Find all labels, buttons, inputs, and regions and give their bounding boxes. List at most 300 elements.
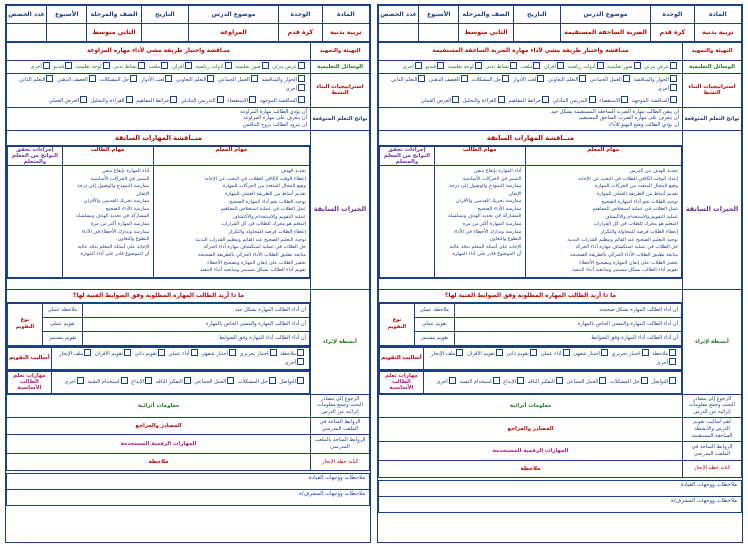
checkbox-assessment-7[interactable] <box>297 358 304 365</box>
row-label-enrichment-info: معلومات أثرائية <box>7 394 311 418</box>
checkbox-strategy-9[interactable] <box>249 96 256 103</box>
student-task-7-2: ممارسة وتدارك الأخطاء في الأداء <box>453 228 522 235</box>
digital-skills-text-2: الروابط المتاحة في الملعب المدرسي <box>683 441 742 460</box>
checkbox-coreskill-3[interactable] <box>184 377 191 384</box>
row-label-core-skills-2: مهارات تعلم الطالب الأساسية <box>380 372 424 394</box>
coreskill-label-4: الإبداع <box>131 379 145 386</box>
header-val-subject-2: تربية بدنية <box>694 24 741 42</box>
checkbox-aid-7-2[interactable] <box>437 62 444 69</box>
checkbox-coreskill-4[interactable] <box>145 377 152 384</box>
checkbox-strategy-8-2[interactable] <box>670 96 677 103</box>
assessment-label-7: أخرى <box>284 360 296 367</box>
checkbox-coreskill-1-2[interactable] <box>641 377 648 384</box>
footer-note-supervisor: ملاحظات ووجهات المشرف/ة <box>298 491 365 498</box>
aid-label-0: عرض مرئي <box>272 64 297 70</box>
strategy-label-6-2: التعلم الذاتي <box>390 76 418 83</box>
checkbox-assessment-7-2[interactable] <box>669 358 676 365</box>
checkbox-strategy-7[interactable] <box>298 84 305 91</box>
header-col-sessions-2: عدد الحصص <box>379 6 419 24</box>
teacher-task-6: عملية التقويم والاستخدام والاكتشاف <box>232 213 306 220</box>
checkbox-assessment-4[interactable] <box>158 349 165 356</box>
aid-label-0-2: عرض مرئي <box>644 64 669 70</box>
sheet1-footer-box <box>6 473 370 506</box>
checkbox-strategy-7-2[interactable] <box>670 84 677 91</box>
assessment-label-6-2: ملف الإنجاز <box>431 350 456 357</box>
row-label-outcomes: نواتج التعلم المتوقعة <box>311 107 370 131</box>
teacher-task-8-2: إعطاء الطلاب فرصة للمحاولة والتكرار <box>600 229 678 236</box>
skills-col-teacher-2: مهام المعلم <box>525 147 681 166</box>
header-col-subject: المادة <box>322 6 369 24</box>
teaching-aids-options-2[interactable] <box>379 61 683 74</box>
checkbox-assessment-6[interactable] <box>84 349 91 356</box>
checkbox-assessment-0-2[interactable] <box>669 349 676 356</box>
assessment-label-6: ملف الإنجاز <box>59 350 84 357</box>
checkbox-assessment-0[interactable] <box>297 349 304 356</box>
checkbox-assessment-5[interactable] <box>124 349 131 356</box>
checkbox-strategy-3-2[interactable] <box>537 75 544 82</box>
assessment-methods-container <box>7 346 311 370</box>
aid-label-5: نشاط بدني <box>113 64 137 70</box>
row-label-warmup-2: التهيئة والتمهيد <box>683 43 742 61</box>
teacher-task-8: إعطاء الطلاب فرصة للمحاولة والتكرار <box>228 229 306 236</box>
checkbox-coreskill-5[interactable] <box>121 377 128 384</box>
eval-row-2-type-2: تقويم مستمر <box>414 331 454 345</box>
row-label-sources-2: المصادر والمراجع <box>379 418 683 442</box>
strategy-label-2-2: التعلم التعاوني <box>548 76 579 83</box>
row-label-enrichment-2: أنشطة لإثراء <box>683 289 742 394</box>
strategy-label-12: القراءة والتحليل <box>90 97 125 104</box>
row-label-enrichment: أنشطة لإثراء <box>311 289 370 394</box>
strategy-label-7: أخرى <box>285 86 297 93</box>
teacher-task-9: توجيه التعليم الصحيح عند القائم وتنظيم القدرات البدنية <box>195 236 306 243</box>
aid-label-8-2: أخرى <box>402 64 414 70</box>
assessment-label-7-2: أخرى <box>656 360 668 367</box>
sheet2-footer-box <box>378 480 742 513</box>
student-task-4: ممارسة الأداء الصحيح <box>105 205 150 212</box>
skills-container-2 <box>379 146 683 279</box>
strategy-label-13: العرض العملي <box>48 97 80 104</box>
teacher-task-13-2: تقويم أداء الطالب بشكل مستمر ومتابعته أثناء التنفيذ <box>572 267 678 274</box>
checkbox-coreskill-2[interactable] <box>227 377 234 384</box>
coreskill-label-1: حل المشكلات <box>237 379 268 386</box>
spacer-row-2 <box>379 278 683 289</box>
teacher-task-5-2: عمل الطلاب في عملية استخلاص المفاهيم <box>592 206 678 213</box>
student-task-2: ممارسة النموذج والوصول إلى درجة الإتقان <box>77 183 150 197</box>
teacher-task-7-2: المعلم هو محرك للطلاب في كل القرارات <box>593 221 678 228</box>
prior-skills-heading-2: منــاقشة المهارات السابقة <box>379 131 683 146</box>
header-val-grade-2: الثاني متوسط <box>459 24 513 42</box>
strategy-label-1: العمل الجماعي <box>217 76 250 83</box>
checkbox-aid-1-2[interactable] <box>634 62 641 69</box>
coreskill-label-0: التواصل <box>279 379 296 386</box>
outcome-item-0-2: أن يتقن الطالب مهارة الضربة الساحقة المستقيمة بشكل جيد <box>550 108 679 115</box>
row-label-assessment-methods-2: أساليب التقويم <box>380 347 424 369</box>
checkbox-strategy-0[interactable] <box>298 75 305 82</box>
enrichment-question-2: ما ذا أريد الطالب المهارة المطلوبة وفق الضوابط الفنية لها؟ <box>379 289 683 302</box>
student-task-0-2: أداء المهارة بإيقاع متقن <box>473 168 522 175</box>
coreskill-label-5-2: استخدام التقنية <box>459 379 492 386</box>
teacher-task-7: المعلم هو محرك للطلاب في كل القرارات <box>221 221 306 228</box>
header-val-date <box>141 24 188 42</box>
checkbox-aid-2[interactable] <box>225 62 232 69</box>
teacher-task-9-2: توجيه التعليم الصحيح عند القائم وتنظيم القدرات البدنية <box>567 236 678 243</box>
strategy-label-8-2: المناقشة الموجهة <box>631 97 669 104</box>
checkbox-strategy-5-2[interactable] <box>461 75 468 82</box>
strategies-options[interactable] <box>7 73 311 107</box>
sources-text-2: أهم أساليب تقويم الدرس والأنشطة الساحقة المستقيمة <box>683 418 742 442</box>
header-val-week-2 <box>419 24 459 42</box>
student-task-9-2: الإجابة على أسئلة المعلم بدقة عالية <box>449 243 522 250</box>
sources-text: الروابط المتاحة في الملعب المدرسي <box>311 418 370 435</box>
checkbox-aid-8-2[interactable] <box>415 62 422 69</box>
row-label-sources: المصادر والمراجع <box>7 418 311 435</box>
coreskill-label-2: العمل الجماعي <box>194 379 227 386</box>
strategy-label-11: خرائط المفاهيم <box>136 97 170 104</box>
teacher-task-12: تحفيز الطلاب على إتقان المهارة وتصحيح الأخطاء <box>207 259 306 266</box>
checkbox-aid-0[interactable] <box>298 62 305 69</box>
checkbox-aid-3[interactable] <box>185 62 192 69</box>
strategy-label-9: الاستقصاء <box>227 97 249 104</box>
aid-label-4-2: ملعب <box>520 64 533 70</box>
teaching-aids-options[interactable] <box>7 61 311 74</box>
checkbox-strategy-2-2[interactable] <box>579 75 586 82</box>
assessment-label-2: اختبار شفهي <box>201 350 228 357</box>
header-col-lesson-topic: موضوع الدرس <box>189 6 279 24</box>
evaluation-table-container-2 <box>379 302 683 346</box>
assessment-label-3: أداء عملي <box>168 350 190 357</box>
outcome-item-1-2: أن يتعرف على مهارة الضرب الساحق المستقيم <box>578 115 679 122</box>
header-val-subject: تربية بدنية <box>322 24 369 42</box>
header-col-date: التاريخ <box>141 6 188 24</box>
prior-skills-heading: منــاقشة المهارات السابقة <box>7 131 311 146</box>
teacher-task-10: حل الطلاب في عملية استكشاف مهارة أداء الحركة <box>203 244 306 251</box>
row-label-prior-experience-2: الخبرات السابقة <box>683 131 742 290</box>
aid-label-6: لوحة تعليمية <box>75 64 102 70</box>
evaluation-table-container <box>7 302 311 346</box>
header-col-sessions: عدد الحصص <box>7 6 47 24</box>
checkbox-assessment-1[interactable] <box>270 349 277 356</box>
outcomes-list <box>7 107 311 131</box>
coreskill-label-0-2: التواصل <box>651 379 668 386</box>
core-skills-options[interactable] <box>51 372 309 394</box>
checkbox-assessment-5-2[interactable] <box>496 349 503 356</box>
strategy-label-9-2: الاستقصاء <box>599 97 621 104</box>
strategy-label-3-2: لعب الأدوار <box>512 76 537 83</box>
checkbox-assessment-3-2[interactable] <box>563 349 570 356</box>
warmup-text-2: منـاقشة واختبار طريقة مشي لأداء مهارة الضربة الساحقة المستقيمة <box>379 43 683 61</box>
sheet2-body-table <box>378 42 742 478</box>
teacher-task-2-2: وضع المجال المتعدد من الحركات للمهارة <box>594 183 678 190</box>
student-task-5-2: المشاركة في تحديد الهدف وتسلسله <box>447 213 522 220</box>
footer-note-leadership-2: ملاحظات ووجهات القيادة <box>379 481 741 497</box>
assessment-methods-options[interactable] <box>51 347 309 369</box>
strategy-label-0: الحوار والمناقشة <box>261 76 297 83</box>
checkbox-strategy-13[interactable] <box>80 96 87 103</box>
checkbox-assessment-2-2[interactable] <box>601 349 608 356</box>
student-task-4-2: ممارسة الأداء الصحيح <box>477 205 522 212</box>
skills-table-2 <box>379 146 682 278</box>
student-task-9: الإجابة على أسئلة المعلم بدقة عالية <box>77 243 150 250</box>
teacher-task-5: عمل الطلاب في عملية استخلاص المفاهيم <box>220 206 306 213</box>
header-val-lesson-topic-2: الضربة الساحقة المستقيمة <box>561 24 651 42</box>
checkbox-assessment-4-2[interactable] <box>530 349 537 356</box>
teacher-task-1: إعطاء الوقت الكافي للطلاب في البحث عن الإجابة <box>204 175 306 182</box>
teacher-task-0: تحديد الهدف <box>280 168 306 175</box>
footer-note-supervisor-2: ملاحظات ووجهات المشرف/ة <box>670 497 737 504</box>
teacher-tasks-list-2 <box>525 166 681 278</box>
header-col-week: الأسبوع <box>47 6 87 24</box>
header-col-subject-2: المادة <box>694 6 741 24</box>
assessment-label-4: تقويم ذاتي <box>134 350 157 357</box>
header-col-lesson-topic-2: موضوع الدرس <box>561 6 651 24</box>
checkbox-strategy-1[interactable] <box>251 75 258 82</box>
eval-type-label: نوع التقويم <box>8 303 43 345</box>
row-label-enrichment-info-2: معلومات أثرائية <box>379 394 683 418</box>
coreskill-label-3: التفكير الناقد <box>155 379 183 386</box>
coreskill-label-1-2: حل المشكلات <box>609 379 640 386</box>
header-val-week <box>47 24 87 42</box>
teacher-task-4-2: توجيه الطلاب نحو أداء المهارة الصحيح <box>601 198 678 205</box>
header-col-unit: الوحدة <box>279 6 323 24</box>
coreskill-label-4-2: الإبداع <box>503 379 517 386</box>
enrichment-question: ما ذا أريد الطالب المهارة المطلوبة وفق الضوابط الفنية لها؟ <box>7 289 311 302</box>
verify-cell-2 <box>380 166 435 278</box>
assessment-label-5-2: تقويم الأقران <box>467 350 495 357</box>
checkbox-coreskill-0[interactable] <box>297 377 304 384</box>
checkbox-aid-5[interactable] <box>138 62 145 69</box>
footer-note-leadership: ملاحظات ووجهات القيادة <box>7 474 369 490</box>
student-task-10-2: أن الموضوع قادر على أداء المهارة <box>452 251 522 258</box>
header-col-grade-2: الصف والمرحلة <box>459 6 513 24</box>
warmup-text: منـاقشة واختبار طريقة مشي لأداء مهارة المراوغة <box>7 43 311 61</box>
eval-row-1-type-2: تقويم عملي <box>414 317 454 331</box>
row-label-assessment-methods: أساليب التقويم <box>8 347 52 369</box>
checkbox-strategy-11[interactable] <box>170 96 177 103</box>
student-task-10: أن الموضوع قادر على أداء المهارة <box>80 251 150 258</box>
checkbox-aid-6[interactable] <box>103 62 110 69</box>
aid-label-4: ملعب <box>148 64 161 70</box>
aid-label-7-2: فيديو <box>425 64 437 70</box>
strategy-label-12-2: القراءة والتحليل <box>462 97 497 104</box>
teacher-task-6-2: عملية التقويم والاستخدام والاكتشاف <box>604 213 678 220</box>
row-label-strategies: استراتيجيات البناء النشط <box>311 73 370 107</box>
digital-skills-text: الروابط المتاحة بالملعب المدرسي <box>311 435 370 454</box>
teacher-task-3: تقديم أنماط من الطريقة العملي للمهارة <box>224 191 306 198</box>
student-task-0: أداء المهارة بإيقاع متقن <box>101 168 150 175</box>
header-val-date-2 <box>513 24 560 42</box>
eval-row-0-type-2: ملاحظة عملي <box>414 303 454 317</box>
checkbox-strategy-12[interactable] <box>126 96 133 103</box>
assessment-label-2-2: اختبار شفهي <box>573 350 600 357</box>
checkbox-coreskill-1[interactable] <box>269 377 276 384</box>
row-label-digital-skills-2: المهارات الرقمية المستخدمة <box>379 441 683 460</box>
row-label-teaching-aids-2: الوسائل التعليمية <box>683 61 742 74</box>
strategy-label-7-2: أخرى <box>657 86 669 93</box>
checkbox-assessment-3[interactable] <box>191 349 198 356</box>
aid-label-3-2: أقران <box>544 64 556 70</box>
lesson-plan-sheet-1 <box>5 4 371 543</box>
checkbox-strategy-1-2[interactable] <box>623 75 630 82</box>
teacher-task-10-2: حل الطلاب في عملية استكشاف مهارة أداء الحركة <box>575 244 678 251</box>
eval-row-0-text-2: أن أداء الطالب المهارة بشكل صحيحة <box>455 303 682 317</box>
checkbox-assessment-6-2[interactable] <box>456 349 463 356</box>
skills-col-verify-2: إجراءات تحقق النواتج من المعلم والمتعلم <box>380 147 435 166</box>
eval-row-1-text-2: أن أداء الطالب المهارة والمشي الخاص بالمهارة <box>455 317 682 331</box>
checkbox-strategy-13-2[interactable] <box>452 96 459 103</box>
checkbox-strategy-3[interactable] <box>165 75 172 82</box>
checkbox-strategy-10[interactable] <box>217 96 224 103</box>
student-task-1: التمييز في الحركات الأساسية <box>90 175 150 182</box>
outcome-item-1: أن يتعرف على مهارة المراوغة <box>243 115 307 122</box>
strategy-label-2: التعلم التعاوني <box>176 76 207 83</box>
checkbox-coreskill-6-2[interactable] <box>449 377 456 384</box>
student-task-6: ممارسة المهارة أكثر من مرة <box>90 220 150 227</box>
teacher-task-3-2: تقديم أنماط من الطريقة العملي للمهارة <box>596 191 678 198</box>
row-label-warmup: التهيئة والتمهيد <box>311 43 370 61</box>
assessment-methods-options-2[interactable] <box>423 347 681 369</box>
checkbox-aid-5-2[interactable] <box>510 62 517 69</box>
strategy-label-5: العصف الذهني <box>56 76 88 83</box>
checkbox-coreskill-0-2[interactable] <box>669 377 676 384</box>
sheet2-header-table <box>378 5 742 42</box>
header-col-date-2: التاريخ <box>513 6 560 24</box>
eval-row-2-text-2: أن أداء الطالب أداء المهارة وفق الضوابط <box>455 331 682 345</box>
evaluation-table-2 <box>379 303 682 346</box>
eval-row-1-text: أن أداء الطالب المهارة والمشي الخاص بالمهارة <box>83 317 310 331</box>
checkbox-aid-6-2[interactable] <box>475 62 482 69</box>
strategy-label-4-2: حل المشكلات <box>471 76 502 83</box>
checkbox-aid-3-2[interactable] <box>557 62 564 69</box>
student-task-5: المشاركة في تحديد الهدف وتسلسله <box>75 213 150 220</box>
assessment-label-0-2: ملاحظة <box>652 350 668 357</box>
header-val-lesson-topic: المراوغة <box>189 24 279 42</box>
student-tasks-list-2 <box>434 166 525 278</box>
teacher-task-13: تقويم أداء الطالب بشكل مستمر ومتابعته أثناء التنفيذ <box>200 267 306 274</box>
outcome-item-2: أن يتزود الطالب بروح التنافس <box>243 122 307 129</box>
student-task-6-2: ممارسة المهارة أكثر من مرة <box>462 220 522 227</box>
assessment-label-5: تقويم الأقران <box>95 350 123 357</box>
checkbox-strategy-5[interactable] <box>89 75 96 82</box>
checkbox-coreskill-6[interactable] <box>77 377 84 384</box>
coreskill-label-6: أخرى <box>64 379 76 386</box>
checkbox-strategy-9-2[interactable] <box>621 96 628 103</box>
aid-label-2: أدوات رياضية <box>195 64 224 70</box>
checkbox-strategy-8[interactable] <box>298 96 305 103</box>
aid-label-1: صور تعليمية <box>235 64 261 70</box>
coreskill-label-5: استخدام التقنية <box>87 379 120 386</box>
strategy-label-6: التعلم الذاتي <box>18 76 46 83</box>
skills-col-student: مهام الطالب <box>62 147 153 166</box>
checkbox-strategy-11-2[interactable] <box>542 96 549 103</box>
outcome-item-0: أن يؤدي الطالب مهارة المراوغة <box>240 108 307 115</box>
outcomes-list-2 <box>379 107 683 131</box>
eval-row-2-text: أن أداء الطالب أداء المهارة وفق الضوابط <box>83 331 310 345</box>
core-skills-options-2[interactable] <box>423 372 681 394</box>
student-task-8: التطوع والتعاون <box>117 236 150 243</box>
spacer-row <box>7 278 311 289</box>
coreskill-label-2-2: العمل الجماعي <box>566 379 599 386</box>
checkbox-strategy-2[interactable] <box>207 75 214 82</box>
teacher-task-11: متابعة تطبيق الطلاب الأداء الحركي بالطريقة الصحيحة <box>197 251 306 258</box>
lesson-plan-sheet-2 <box>377 4 743 543</box>
eval-row-0-type: ملاحظة عملي <box>42 303 82 317</box>
aid-label-3: أقران <box>172 64 184 70</box>
checkbox-coreskill-5-2[interactable] <box>493 377 500 384</box>
teacher-task-12-2: تحفيز الطلاب على إتقان المهارة وتصحيح الأخطاء <box>579 259 678 266</box>
core-skills-table-2 <box>379 371 682 394</box>
strategy-label-3: لعب الأدوار <box>140 76 165 83</box>
checkbox-aid-7[interactable] <box>65 62 72 69</box>
assessment-methods-container-2 <box>379 346 683 370</box>
checkbox-strategy-4-2[interactable] <box>502 75 509 82</box>
student-task-3: ممارسة تحريك القدمين والأقران <box>83 198 150 205</box>
eval-row-2-type: تقويم مستمر <box>42 331 82 345</box>
checkbox-aid-4-2[interactable] <box>533 62 540 69</box>
header-col-grade: الصف والمرحلة <box>87 6 141 24</box>
sheet1-body-table <box>6 42 370 471</box>
header-val-unit: كرة قدم <box>279 24 323 42</box>
checkbox-strategy-6[interactable] <box>46 75 53 82</box>
checkbox-aid-1[interactable] <box>262 62 269 69</box>
teacher-task-4: توجيه الطلاب نحو أداء المهارة الصحيح <box>229 198 306 205</box>
coreskill-label-3-2: التفكير الناقد <box>527 379 555 386</box>
enrichment-info-text-2: الرجوع إلى مصادر البحث وجمع معلومات إثرائية عن الدرس <box>683 394 742 418</box>
strategy-label-5-2: العصف الذهني <box>428 76 460 83</box>
checkbox-strategy-10-2[interactable] <box>589 96 596 103</box>
row-label-strategies-2: استراتيجيات البناء النشط <box>683 73 742 107</box>
checkbox-strategy-6-2[interactable] <box>418 75 425 82</box>
strategy-label-13-2: العرض العملي <box>420 97 452 104</box>
row-label-outcomes-2: نواتج التعلم المتوقعة <box>683 107 742 131</box>
checkbox-strategy-4[interactable] <box>130 75 137 82</box>
teacher-task-11-2: متابعة تطبيق الطلاب الأداء الحركي بالطريقة الصحيحة <box>569 251 678 258</box>
checkbox-aid-4[interactable] <box>161 62 168 69</box>
header-val-grade: الثاني متوسط <box>87 24 141 42</box>
core-skills-container <box>7 371 311 395</box>
eval-type-label-2: نوع التقويم <box>380 303 415 345</box>
assessment-label-4-2: تقويم ذاتي <box>506 350 529 357</box>
strategy-label-11-2: خرائط المفاهيم <box>508 97 542 104</box>
checkbox-aid-8[interactable] <box>43 62 50 69</box>
checkbox-aid-0-2[interactable] <box>670 62 677 69</box>
teacher-task-0-2: تحديد الهدف من الدرس <box>629 168 678 175</box>
sheet1-header-table <box>6 5 370 42</box>
checkbox-assessment-2[interactable] <box>229 349 236 356</box>
student-task-8-2: التطوع والتعاون <box>489 236 522 243</box>
strategies-options-2[interactable] <box>379 73 683 107</box>
header-val-sessions-2 <box>379 24 419 42</box>
strategy-label-0-2: الحوار والمناقشة <box>633 76 669 83</box>
aid-label-7: فيديو <box>53 64 65 70</box>
checkbox-coreskill-4-2[interactable] <box>517 377 524 384</box>
checkbox-strategy-12-2[interactable] <box>498 96 505 103</box>
row-label-teaching-aids: الوسائل التعليمية <box>311 61 370 74</box>
teacher-task-2: وضع المجال المتعدد من الحركات للمهارة <box>222 183 306 190</box>
checkbox-assessment-1-2[interactable] <box>642 349 649 356</box>
assessment-methods-table-2 <box>379 347 682 370</box>
checkbox-strategy-0-2[interactable] <box>670 75 677 82</box>
strategy-label-4: حل المشكلات <box>99 76 130 83</box>
checkbox-aid-2-2[interactable] <box>597 62 604 69</box>
checkbox-coreskill-3-2[interactable] <box>556 377 563 384</box>
header-val-sessions <box>7 24 47 42</box>
coreskill-label-6-2: أخرى <box>436 379 448 386</box>
aid-label-2-2: أدوات رياضية <box>567 64 596 70</box>
aid-label-5-2: نشاط بدني <box>485 64 509 70</box>
checkbox-coreskill-2-2[interactable] <box>599 377 606 384</box>
note-text: كتابة خطة الإنجاز <box>311 454 370 471</box>
assessment-label-3-2: أداء عملي <box>540 350 562 357</box>
